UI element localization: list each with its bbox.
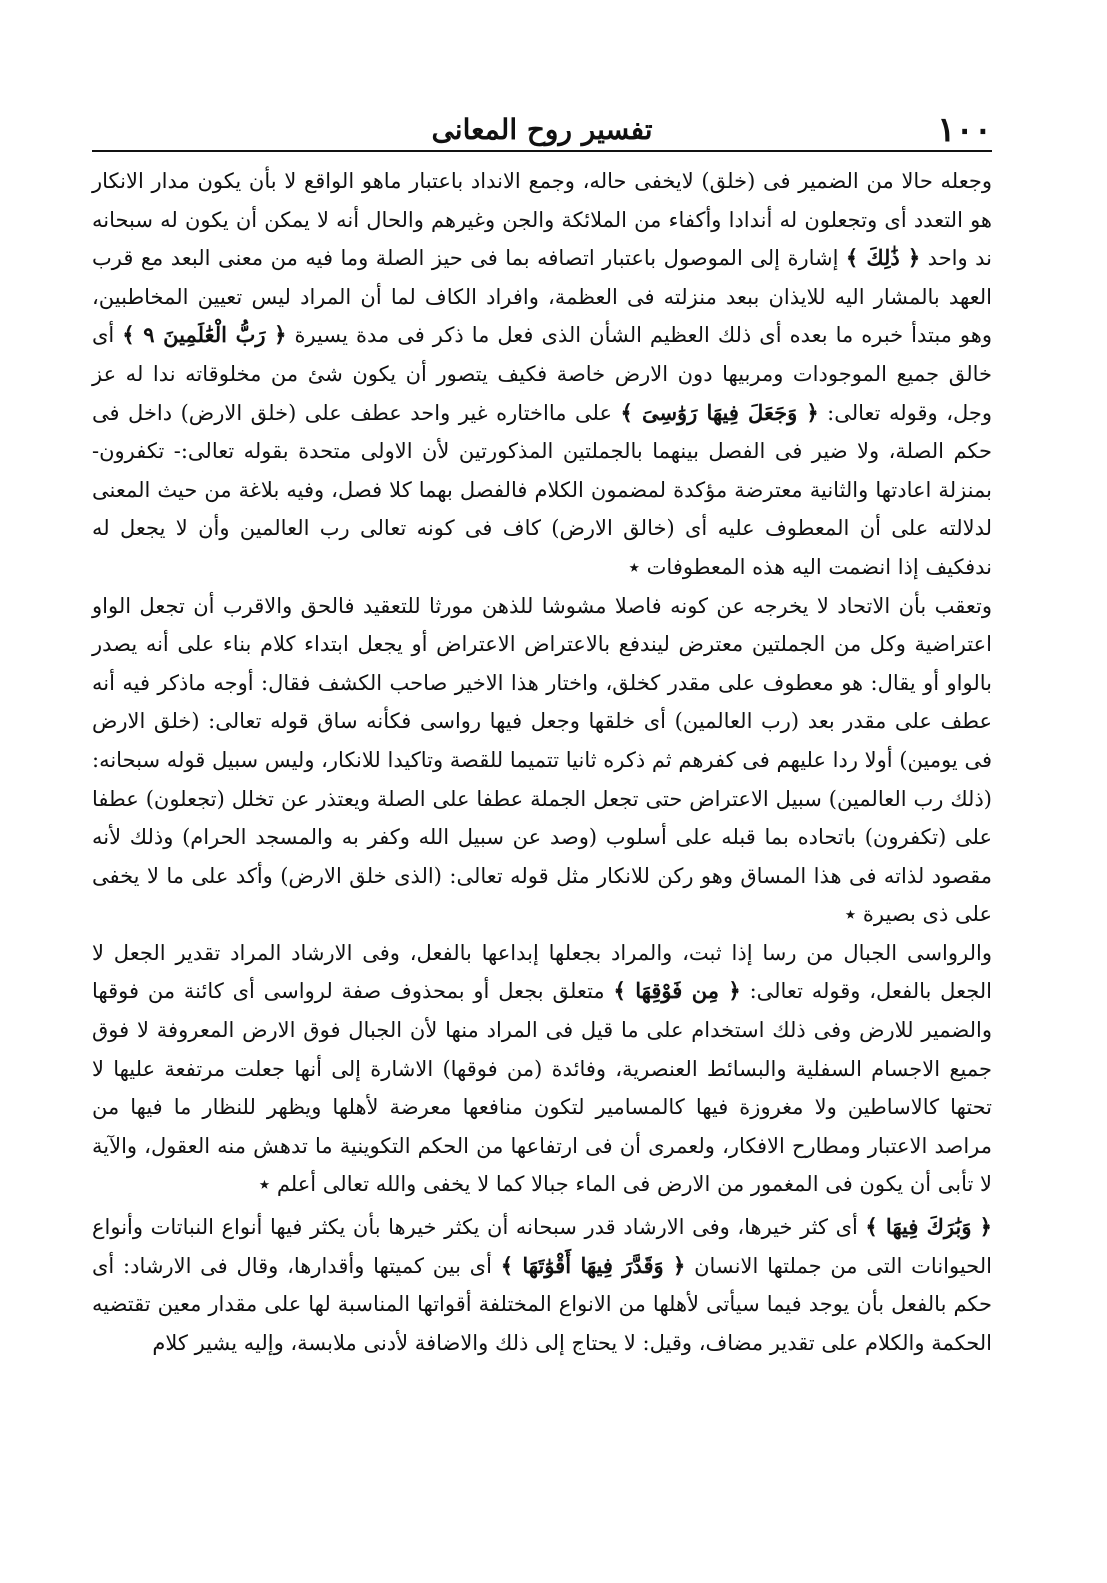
text-segment: أى بين كميتها وأقدارها، وقال فى الارشاد: أى حكم بالفعل بأن يوجد فيما سيأتى لأهلها من الانواع المختلفة أقواتها المناسبة لها على مقدار معين تقتضيه الحكمة والكلام على تقدير مضاف، وقيل: لا يحتاج إلى ذلك والاضافة لأدنى ملابسة، وإليه يشير كلام	[92, 1253, 992, 1355]
page	[92, 108, 992, 1528]
quran-quote: ﴿ رَبُّ الْعَٰلَمِينَ ٩ ﴾	[122, 322, 287, 348]
quran-quote: ﴿ وَبَٰرَكَ فِيهَا ﴾	[865, 1214, 992, 1240]
header-rule	[92, 150, 992, 152]
paragraph-4	[92, 1208, 992, 1362]
paragraph-3	[92, 934, 992, 1204]
body-text	[92, 162, 992, 1362]
quran-quote: ﴿ وَجَعَلَ فِيهَا رَوَٰسِىَ ﴾	[620, 399, 819, 425]
text-segment: وجعله حالا من الضمير فى (خلق) لايخفى حاله، وجمع الانداد باعتبار ماهو الواقع لا بأن يكون مدار الانكار هو التعدد أى وتجعلون له أندادا وأكفاء من الملائكة والجن وغيرهم والحال أنه لا يمكن أن يكون له سبحانه ند واحد	[92, 169, 992, 271]
text-segment: وتعقب بأن الاتحاد لا يخرجه عن كونه فاصلا مشوشا للذهن مورثا للتعقيد فالحق والاقرب أن تجعل الواو اعتراضية وكل من الجملتين معترض ليندفع بالاعتراض الاعتراض أو يجعل ابتداء كلام بناء على أنه يصدر بالواو أو يقال: هو معطوف على مقدر كخلق، واختار هذا الاخير صاحب الكشف فقال: أوجه ماذكر فيه أنه عطف على مقدر بعد (رب العالمين) أى خلقها وجعل فيها رواسى فكأنه ساق قوله تعالى: (خلق الارض فى يومين) أولا ردا عليهم فى كفرهم ثم ذكره ثانيا تتميما للقصة وتاكيدا للانكار، وليس سبيل قوله سبحانه: (ذلك رب العالمين) سبيل الاعتراض حتى تجعل الجملة عطفا على الصلة ويعتذر عن تخلل (تجعلون) عطفا على (تكفرون) باتحاده بما قبله على أسلوب (وصد عن سبيل الله وكفر به والمسجد الحرام) وذلك لأنه مقصود لذاته فى هذا المساق وهو ركن للانكار مثل قوله تعالى: (الذى خلق الارض) وأكد على ما لا يخفى على ذى بصيرة ٭	[92, 593, 992, 927]
page-number: ١٠٠	[937, 110, 992, 150]
paragraph-1	[92, 162, 992, 587]
page-header	[92, 108, 992, 152]
text-segment: والرواسى الجبال من رسا إذا ثبت، والمراد بجعلها إبداعها بالفعل، وفى الارشاد المراد تقدير الجعل لا الجعل بالفعل، وقوله تعالى:	[92, 940, 992, 1004]
text-segment: متعلق بجعل أو بمحذوف صفة لرواسى أى كائنة من فوقها والضمير للارض وفى ذلك استخدام على ما قيل فى المراد منها لأن الجبال فوق الارض المعروفة لا فوق جميع الاجسام السفلية والبسائط العنصرية، وفائدة (من فوقها) الاشارة إلى أنها جعلت مرتفعة عليها لا تحتها كالاساطين ولا مغروزة فيها كالمسامير لتكون منافعها معرضة لأهلها ويظهر للنظار ما فيها من مراصد الاعتبار ومطارح الافكار، ولعمرى أن فى ارتفاعها من الحكم التكوينية ما تدهش منه العقول، والآية لا تأبى أن يكون فى المغمور من الارض فى الماء جبالا كما لا يخفى والله تعالى أعلم ٭	[92, 979, 992, 1197]
text-segment: أى خالق جميع الموجودات ومربيها دون الارض خاصة فكيف يتصور أن يكون شئ من مخلوقاته ندا له عز وجل، وقوله تعالى:	[92, 323, 992, 425]
running-title: تفسير روح المعانى	[431, 113, 653, 146]
text-segment: أى كثر خيرها، وفى الارشاد قدر سبحانه أن يكثر خيرها بأن يكثر فيها أنواع النباتات وأنواع الحيوانات التى من جملتها الانسان	[92, 1215, 992, 1278]
quran-quote: ﴿ وَقَدَّرَ فِيهَا أَقْوَٰتَهَا ﴾	[500, 1252, 686, 1278]
paragraph-2	[92, 587, 992, 934]
text-segment: إشارة إلى الموصول باعتبار اتصافه بما فى حيز الصلة وما فيه من معنى البعد مع قرب العهد بالمشار اليه للايذان ببعد منزلته فى العظمة، وافراد الكاف لما أن المراد ليس تعيين المخاطبين، وهو مبتدأ خبره ما بعده أى ذلك العظيم الشأن الذى فعل ما ذكر فى مدة يسيرة	[92, 246, 992, 348]
quran-quote: ﴿ ذَٰلِكَ ﴾	[845, 245, 921, 271]
text-segment: على مااختاره غير واحد عطف على (خلق الارض) داخل فى حكم الصلة، ولا ضير فى الفصل بينهما بالجملتين المذكورتين لأن الاولى متحدة بقوله تعالى:- تكفرون- بمنزلة اعادتها والثانية معترضة مؤكدة لمضمون الكلام فالفصل بهما كلا فصل، وفيه بلاغة من حيث المعنى لدلالته على أن المعطوف عليه أى (خالق الارض) كاف فى كونه تعالى رب العالمين وأن لا يجعل له ندفكيف إذا انضمت اليه هذه المعطوفات ٭	[92, 400, 992, 579]
quran-quote: ﴿ مِن فَوْقِهَا ﴾	[613, 978, 741, 1004]
